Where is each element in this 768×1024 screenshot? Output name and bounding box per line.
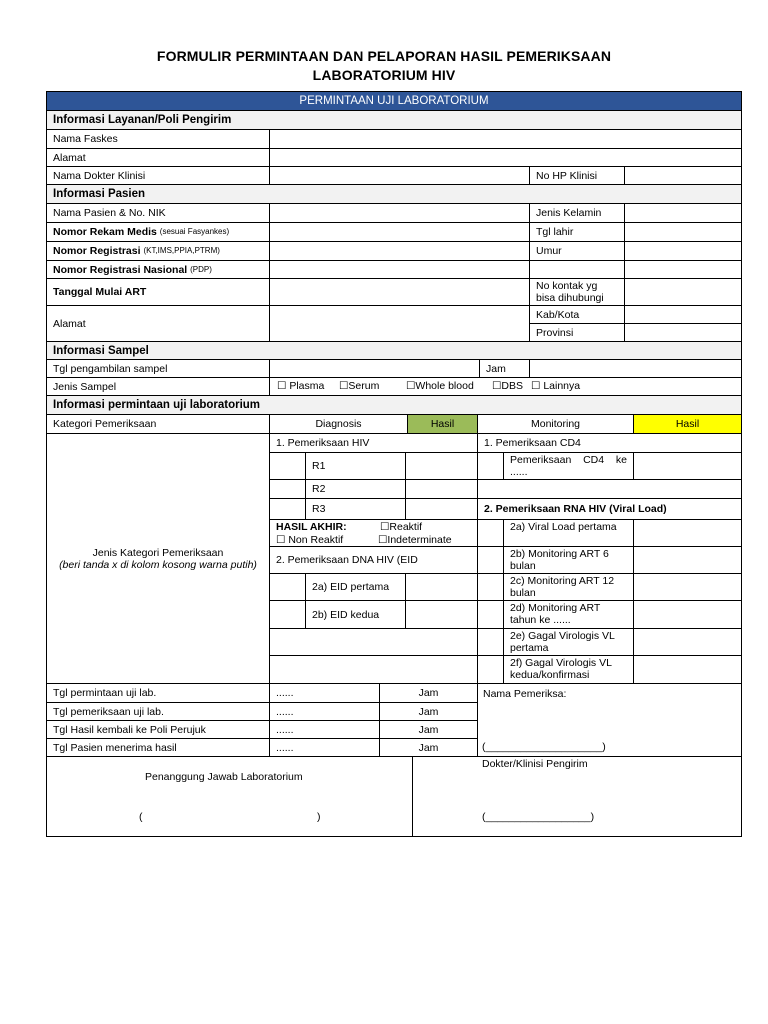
field-no-hp-klinisi[interactable]: [624, 166, 741, 184]
cell-vl-2f-check[interactable]: [477, 655, 503, 683]
cell-r1-check[interactable]: [269, 452, 305, 479]
label-tgl-permintaan: Tgl permintaan uji lab.: [47, 683, 269, 702]
label-monitoring: Monitoring: [477, 414, 633, 433]
label-jenis-kelamin: Jenis Kelamin: [529, 203, 624, 222]
label-no-registrasi: Nomor Registrasi (KT,IMS,PPIA,PTRM): [47, 241, 269, 260]
cell-vl-2a-hasil[interactable]: [633, 519, 741, 546]
label-pemeriksaan-cd4: 1. Pemeriksaan CD4: [477, 433, 741, 452]
signature-line-pemeriksa[interactable]: (____________________): [482, 741, 606, 753]
cell-vl-2b-check[interactable]: [477, 546, 503, 573]
label-jenis-sampel: Jenis Sampel: [47, 377, 269, 395]
label-eid-pertama: 2a) EID pertama: [305, 573, 405, 600]
field-provinsi[interactable]: [624, 323, 741, 341]
checkbox-serum[interactable]: ☐Serum: [339, 380, 380, 392]
field-nama-dokter[interactable]: [269, 166, 529, 184]
label-tgl-pasien-menerima: Tgl Pasien menerima hasil: [47, 738, 269, 756]
label-r2: R2: [305, 479, 405, 498]
field-alamat-pasien[interactable]: [269, 305, 529, 341]
hasil-akhir-block: [269, 519, 477, 546]
section-permintaan: Informasi permintaan uji laboratorium: [47, 395, 741, 414]
label-vl-2b: 2b) Monitoring ART 6 bulan: [503, 546, 633, 573]
label-eid-kedua: 2b) EID kedua: [305, 600, 405, 628]
cell-vl-2c-hasil[interactable]: [633, 573, 741, 600]
blank-cell: [269, 628, 477, 655]
field-tgl-permintaan[interactable]: ......: [269, 683, 379, 702]
dokter-pengirim-block: [412, 756, 741, 836]
field-jam-permintaan[interactable]: Jam: [379, 683, 477, 702]
penanggung-jawab-block: [47, 756, 412, 836]
field-alamat-faskes[interactable]: [269, 148, 741, 166]
checkbox-reaktif[interactable]: ☐Reaktif: [380, 521, 423, 533]
label-tgl-hasil-kembali: Tgl Hasil kembali ke Poli Perujuk: [47, 720, 269, 738]
nama-pemeriksa-block: [477, 683, 741, 756]
cell-vl-2d-hasil[interactable]: [633, 600, 741, 628]
field-tgl-pengambilan[interactable]: [269, 359, 479, 377]
field-no-registrasi[interactable]: [269, 241, 529, 260]
cell-vl-2c-check[interactable]: [477, 573, 503, 600]
label-no-kontak: No kontak yg bisa dihubungi: [529, 278, 624, 305]
label-no-hp-klinisi: No HP Klinisi: [529, 166, 624, 184]
jenis-sampel-options: [269, 377, 741, 395]
label-nama-faskes: Nama Faskes: [47, 129, 269, 148]
label-pemeriksaan-rna: 2. Pemeriksaan RNA HIV (Viral Load): [477, 498, 741, 519]
form-title-line2: LABORATORIUM HIV: [312, 67, 456, 83]
checkbox-lainnya[interactable]: ☐ Lainnya: [531, 380, 581, 392]
field-no-kontak[interactable]: [624, 278, 741, 305]
cell-r2-hasil[interactable]: [405, 479, 477, 498]
checkbox-non-reaktif[interactable]: ☐ Non Reaktif: [276, 534, 344, 546]
cell-r3-hasil[interactable]: [405, 498, 477, 519]
label-jenis-kategori: Jenis Kategori Pemeriksaan (beri tanda x di kolom kosong warna putih): [47, 433, 269, 683]
cell-cd4-check[interactable]: [477, 452, 503, 479]
cell-vl-2e-hasil[interactable]: [633, 628, 741, 655]
field-jam-hasil-kembali[interactable]: Jam: [379, 720, 477, 738]
label-r1: R1: [305, 452, 405, 479]
cell-eid-pertama-check[interactable]: [269, 573, 305, 600]
form-sheet: [46, 91, 742, 837]
cell-vl-2e-check[interactable]: [477, 628, 503, 655]
label-vl-2a: 2a) Viral Load pertama: [503, 519, 633, 546]
label-vl-2f: 2f) Gagal Virologis VL kedua/konfirmasi: [503, 655, 633, 683]
cell-eid-kedua-check[interactable]: [269, 600, 305, 628]
checkbox-whole-blood[interactable]: ☐Whole blood: [406, 380, 474, 392]
label-r3: R3: [305, 498, 405, 519]
label-penanggung-jawab: Penanggung Jawab Laboratorium: [145, 771, 303, 783]
label-pemeriksaan-cd4-ke: Pemeriksaan CD4 ke ......: [503, 452, 633, 479]
label-pemeriksaan-hiv: 1. Pemeriksaan HIV: [269, 433, 477, 452]
label-kategori-pemeriksaan: Kategori Pemeriksaan: [47, 414, 269, 433]
label-tgl-pemeriksaan: Tgl pemeriksaan uji lab.: [47, 702, 269, 720]
blank-cell: [269, 655, 477, 683]
label-nama-pemeriksa: Nama Pemeriksa:: [483, 688, 567, 700]
label-hasil-diagnosis: Hasil: [407, 414, 477, 433]
label-umur: Umur: [529, 241, 624, 260]
cell-vl-2f-hasil[interactable]: [633, 655, 741, 683]
label-provinsi: Provinsi: [529, 323, 624, 341]
checkbox-dbs[interactable]: ☐DBS: [492, 380, 524, 392]
cell-r1-hasil[interactable]: [405, 452, 477, 479]
field-no-registrasi-nasional[interactable]: [269, 260, 529, 278]
label-no-rekam-medis: Nomor Rekam Medis (sesuai Fasyankes): [47, 222, 269, 241]
label-diagnosis: Diagnosis: [269, 414, 407, 433]
field-nama-faskes[interactable]: [269, 129, 741, 148]
label-jam-sampel: Jam: [479, 359, 529, 377]
label-hasil-akhir: HASIL AKHIR:: [276, 521, 347, 533]
cell-eid-pertama-hasil[interactable]: [405, 573, 477, 600]
signature-open-paren: (: [139, 811, 143, 823]
field-jenis-kelamin[interactable]: [624, 203, 741, 222]
field-jam-pasien-menerima[interactable]: Jam: [379, 738, 477, 756]
label-tgl-lahir: Tgl lahir: [529, 222, 624, 241]
field-jam-sampel[interactable]: [529, 359, 741, 377]
label-hasil-monitoring: Hasil: [633, 414, 741, 433]
label-vl-2d: 2d) Monitoring ART tahun ke ......: [503, 600, 633, 628]
cell-vl-2d-check[interactable]: [477, 600, 503, 628]
label-tgl-pengambilan: Tgl pengambilan sampel: [47, 359, 269, 377]
label-kab-kota: Kab/Kota: [529, 305, 624, 323]
field-tgl-hasil-kembali[interactable]: ......: [269, 720, 379, 738]
field-tgl-mulai-art[interactable]: [269, 278, 529, 305]
cell-vl-2a-check[interactable]: [477, 519, 503, 546]
field-kab-kota[interactable]: [624, 305, 741, 323]
label-alamat-pasien: Alamat: [47, 305, 269, 341]
field-jam-pemeriksaan[interactable]: Jam: [379, 702, 477, 720]
field-tgl-lahir[interactable]: [624, 222, 741, 241]
field-nama-pasien[interactable]: [269, 203, 529, 222]
signature-line-dokter[interactable]: (__________________): [482, 811, 595, 823]
checkbox-plasma[interactable]: ☐ Plasma: [277, 380, 325, 392]
blank-cell: [529, 260, 624, 278]
section-layanan: Informasi Layanan/Poli Pengirim: [47, 110, 741, 129]
header-permintaan: PERMINTAAN UJI LABORATORIUM: [47, 92, 741, 110]
label-dokter-pengirim: Dokter/Klinisi Pengirim: [482, 758, 588, 770]
label-pemeriksaan-dna: 2. Pemeriksaan DNA HIV (EID: [269, 546, 477, 573]
section-sampel: Informasi Sampel: [47, 341, 741, 359]
label-vl-2c: 2c) Monitoring ART 12 bulan: [503, 573, 633, 600]
label-nama-pasien: Nama Pasien & No. NIK: [47, 203, 269, 222]
field-umur[interactable]: [624, 241, 741, 260]
checkbox-indeterminate[interactable]: ☐Indeterminate: [378, 534, 452, 546]
cell-vl-2b-hasil[interactable]: [633, 546, 741, 573]
blank-cell: [477, 479, 741, 498]
label-tgl-mulai-art: Tanggal Mulai ART: [47, 278, 269, 305]
section-pasien: Informasi Pasien: [47, 184, 741, 203]
field-tgl-pemeriksaan[interactable]: ......: [269, 702, 379, 720]
blank-cell: [624, 260, 741, 278]
label-vl-2e: 2e) Gagal Virologis VL pertama: [503, 628, 633, 655]
label-no-registrasi-nasional: Nomor Registrasi Nasional (PDP): [47, 260, 269, 278]
cell-r2-check[interactable]: [269, 479, 305, 498]
label-alamat-faskes: Alamat: [47, 148, 269, 166]
cell-eid-kedua-hasil[interactable]: [405, 600, 477, 628]
form-title-line1: FORMULIR PERMINTAAN DAN PELAPORAN HASIL PEMERIKSAAN: [156, 48, 612, 64]
field-tgl-pasien-menerima[interactable]: ......: [269, 738, 379, 756]
field-no-rekam-medis[interactable]: [269, 222, 529, 241]
label-nama-dokter: Nama Dokter Klinisi: [47, 166, 269, 184]
cell-cd4-hasil[interactable]: [633, 452, 741, 479]
signature-close-paren: ): [317, 811, 321, 823]
cell-r3-check[interactable]: [269, 498, 305, 519]
